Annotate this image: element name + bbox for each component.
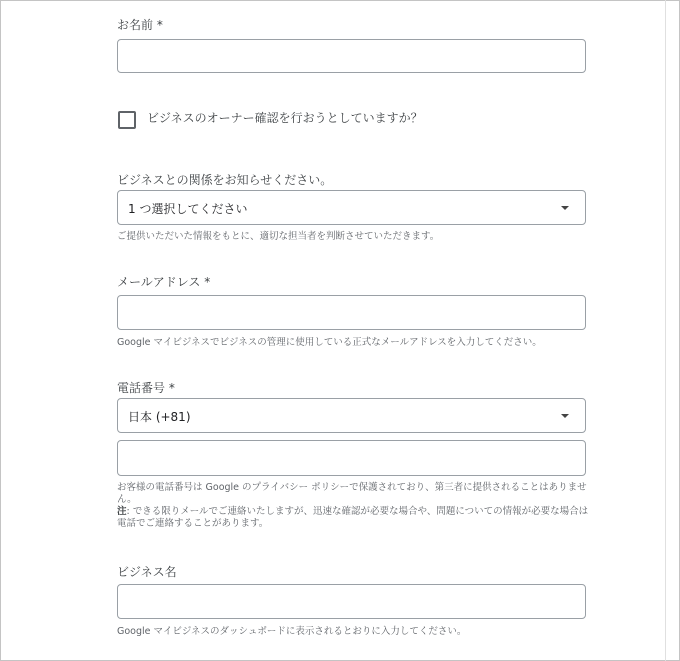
phone-helper-line1: お客様の電話番号は Google のプライバシー ポリシーで保護されており、第三者に提供されることはありませ [117, 482, 587, 493]
country-code-selected-value: 日本 (+81) [128, 410, 191, 424]
phone-note-text: : できる限りメールでご連絡いたしますが、迅速な確認が必要な場合や、問題についての情報が必要な場合は [126, 506, 589, 517]
phone-note-line2: 電話でご連絡することがあります。 [117, 518, 269, 529]
email-input[interactable] [117, 295, 586, 330]
relationship-label: ビジネスとの関係をお知らせください。 [117, 173, 333, 187]
phone-helper [117, 482, 592, 530]
owner-verification-checkbox[interactable] [118, 111, 136, 129]
relationship-selected-value: 1 つ選択してください [128, 202, 248, 216]
name-label: お名前 * [117, 18, 163, 32]
email-label: メールアドレス * [117, 275, 211, 289]
relationship-helper: ご提供いただいた情報をもとに、適切な担当者を判断させていただきます。 [117, 231, 440, 242]
phone-note-line1 [117, 506, 592, 518]
business-name-label: ビジネス名 [117, 565, 177, 579]
phone-label: 電話番号 * [117, 381, 175, 395]
phone-helper-line2: ん。 [117, 494, 137, 505]
relationship-select[interactable] [117, 190, 586, 225]
dropdown-arrow-icon [561, 414, 569, 418]
phone-number-input[interactable] [117, 440, 586, 476]
country-code-select[interactable] [117, 398, 586, 433]
name-input[interactable] [117, 39, 586, 73]
phone-note-prefix: 注 [117, 506, 127, 517]
scroll-divider [665, 0, 666, 661]
business-name-input[interactable] [117, 584, 586, 619]
business-name-helper: Google マイビジネスのダッシュボードに表示されるとおりに入力してください。 [117, 626, 467, 637]
owner-verification-label: ビジネスのオーナー確認を行おうとしていますか？ [147, 111, 423, 125]
email-helper: Google マイビジネスでビジネスの管理に使用している正式なメールアドレスを入力してください。 [117, 337, 542, 348]
dropdown-arrow-icon [561, 206, 569, 210]
